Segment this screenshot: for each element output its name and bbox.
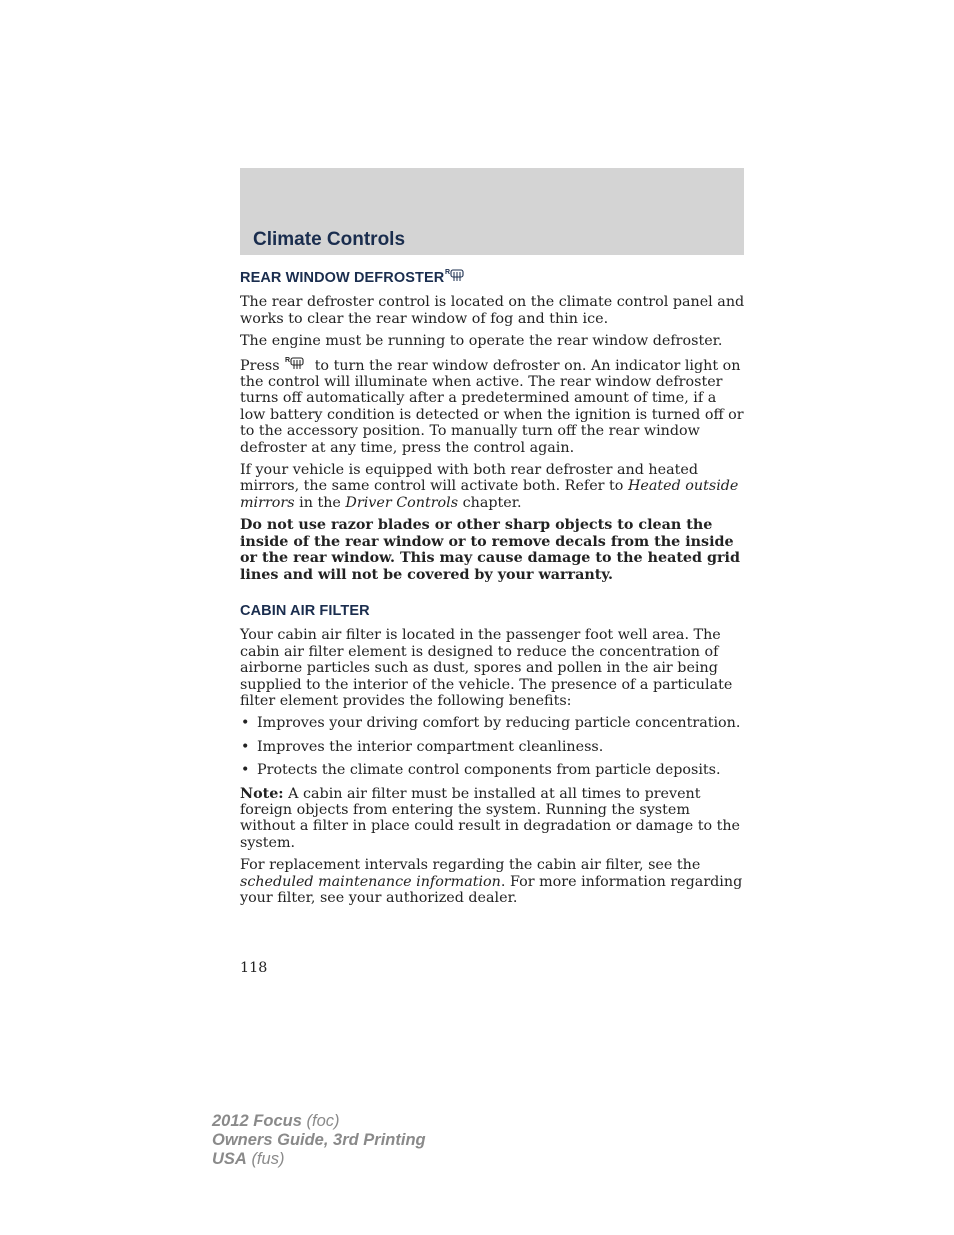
- page-number: 118: [240, 960, 268, 976]
- defroster-location-paragraph: The rear defroster control is located on the climate control panel and works to clear the rear window of fog and thin ice.: [240, 294, 745, 327]
- footer-market-code: (fus): [251, 1150, 285, 1168]
- heated-outside-mirrors-reference: Heated outside mirrors: [240, 478, 739, 511]
- footer-line-1: [212, 1112, 426, 1131]
- list-item-text: Improves your driving comfort by reducing particle concentration.: [257, 715, 741, 732]
- scheduled-maintenance-reference: scheduled maintenance information: [240, 873, 501, 890]
- footer-model: 2012 Focus: [212, 1112, 302, 1130]
- note-text: A cabin air filter must be installed at all times to prevent foreign objects from entering the system. Running the system without a filter in place could result in degradation or damage to the system.: [240, 785, 741, 851]
- engine-running-paragraph: The engine must be running to operate the rear window defroster.: [240, 333, 723, 350]
- rear-defroster-icon: [445, 268, 465, 282]
- chapter-title: Climate Controls: [253, 229, 406, 250]
- footer-edition-info: [212, 1112, 426, 1169]
- footer-line-2: Owners Guide, 3rd Printing: [212, 1131, 426, 1149]
- bullet-icon: •: [241, 762, 250, 779]
- rear-defroster-icon: [285, 356, 309, 370]
- razor-blade-warning: Do not use razor blades or other sharp objects to clean the inside of the rear window or to remove decals from the inside or the rear window. This may cause damage to the heated grid lines and will not be covered by your warranty.: [240, 517, 740, 583]
- section-heading-rear-window-defroster: [240, 268, 746, 286]
- note-paragraph: [240, 786, 746, 852]
- replacement-intervals-paragraph: [240, 857, 746, 906]
- heated-mirrors-text-a: If your vehicle is equipped with both rear defroster and heated mirrors, the same control will activate both. Refer to: [240, 462, 698, 495]
- section-heading-cabin-air-filter: CABIN AIR FILTER: [240, 602, 370, 619]
- replacement-text-b: . For more information regarding your filter, see your authorized dealer.: [240, 873, 743, 906]
- list-item-text: Protects the climate control components from particle deposits.: [257, 762, 721, 779]
- driver-controls-reference: Driver Controls: [345, 494, 459, 511]
- footer-market: USA: [212, 1150, 247, 1168]
- bullet-icon: •: [241, 738, 250, 755]
- page-content: [240, 268, 746, 912]
- heated-mirrors-text-b: in the: [299, 494, 341, 511]
- footer-model-code: (foc): [306, 1112, 340, 1130]
- list-item: [240, 762, 746, 778]
- press-label: Press: [240, 357, 280, 374]
- chapter-header: [240, 168, 744, 255]
- heated-mirrors-paragraph: [240, 462, 746, 511]
- footer-line-3: [212, 1150, 426, 1169]
- heated-mirrors-text-c: chapter.: [462, 494, 522, 511]
- svg-text:R: R: [445, 269, 451, 276]
- note-label: Note:: [240, 785, 284, 802]
- list-item: [240, 739, 746, 755]
- defroster-operation-paragraph: [240, 356, 746, 456]
- list-item: [240, 715, 746, 731]
- list-item-text: Improves the interior compartment cleanliness.: [257, 738, 604, 755]
- section-heading-text: REAR WINDOW DEFROSTER: [240, 270, 445, 286]
- bullet-icon: •: [241, 715, 250, 732]
- benefits-list: [240, 715, 746, 778]
- replacement-text-a: For replacement intervals regarding the cabin air filter, see the: [240, 857, 701, 874]
- defroster-operation-text: to turn the rear window defroster on. An indicator light on the control will illuminate when active. The rear window defroster turns off automatically after a predetermined amount of time, if a low battery condition is detected or when the ignition is turned off or to the accessory position. To manually turn off the rear window defroster at any time, press the control again.: [240, 357, 744, 456]
- cabin-filter-paragraph: Your cabin air filter is located in the passenger foot well area. The cabin air filter element is designed to reduce the concentration of airborne particles such as dust, spores and pollen in the air being supplied to the interior of the vehicle. The presence of a particulate filter element provides the following benefits:: [240, 627, 733, 709]
- svg-text:R: R: [285, 356, 291, 364]
